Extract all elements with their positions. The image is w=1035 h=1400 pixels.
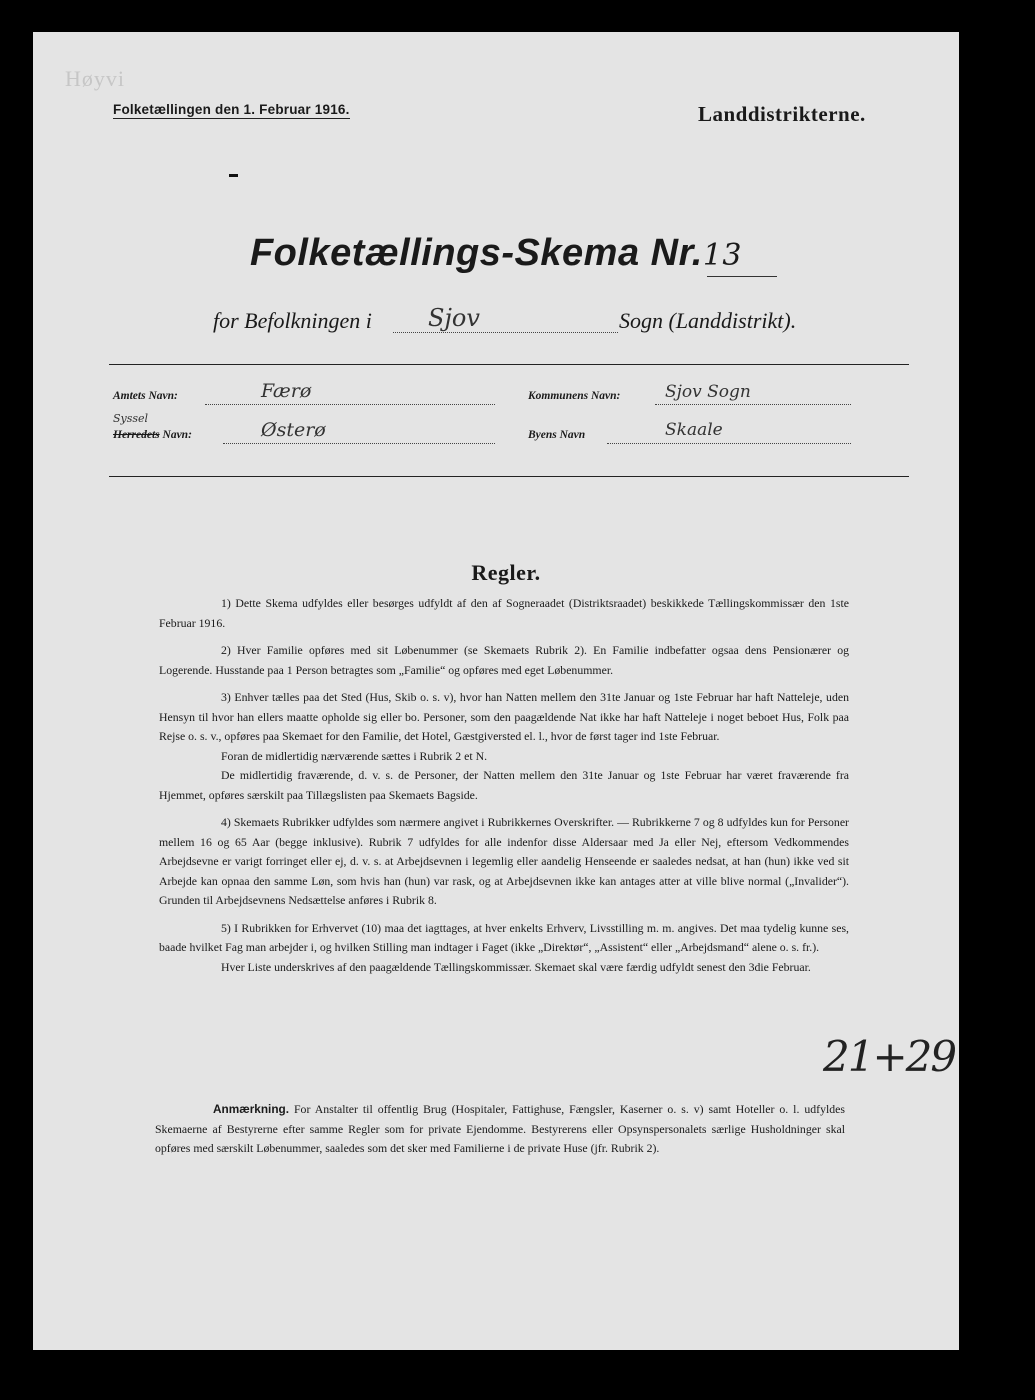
kommune-label: Kommunens Navn: — [528, 390, 621, 402]
bottom-rule — [109, 476, 909, 477]
kommune-value: Sjov Sogn — [665, 382, 751, 402]
rule-paragraph: De midlertidig fraværende, d. v. s. de Personer, der Natten mellem den 31te Januar og 1ste Februar har været fraværende fra Hjemmet, opføres særskilt paa Tillægslisten paa Skemaets Bagside. — [159, 768, 849, 802]
herred-dotline — [223, 443, 495, 444]
district-type-header: Landdistrikterne. — [698, 102, 866, 126]
rule-paragraph: 3) Enhver tælles paa det Sted (Hus, Skib o. s. v), hvor han Natten mellem den 31te Januar og 1ste Februar har haft Natteleje, uden Hensyn til hvor han ellers maatte opholde sig eller bo. Personer, som den paagældende Nat ikke har haft Natteleje i noget beboet Hus, Folk paa Rejse o. s. v., opføres paa Skemaet for den Familie, det Hotel, Gæstgiversted el. l., hvor de først tager ind 1ste Februar. — [159, 690, 849, 743]
herred-label — [113, 429, 192, 441]
amt-label: Amtets Navn: — [113, 390, 178, 402]
rule-paragraph: 4) Skemaets Rubrikker udfyldes som nærmere angivet i Rubrikkernes Overskrifter. — Rubrikkerne 7 og 8 udfyldes kun for Personer mellem 16 og 65 Aar (begge inklusive). Rubrik 7 udfyldes for alle indenfor disse Aldersaar med Ja eller Nej, eftersom Vedkommendes Arbejdsevne er varigt forringet eller ej, d. v. s. at Arbejdsevnen i legemlig eller aandelig Henseende er saaledes nedsat, at han (hun) ikke ved sit Arbejde kan opnaa den samme Løn, som hvis han (hun) var rask, og at Arbejdsevnen ikke kan antages atter at ville blive normal („Invalider“). Grunden til Arbejdsevnens Nedsættelse anføres i Rubrik 8. — [159, 815, 849, 907]
by-dotline — [607, 443, 851, 444]
subtitle-prefix: for Befolkningen i — [213, 308, 372, 333]
rule-paragraph: Hver Liste underskrives af den paagældende Tællingskommissær. Skemaet skal være færdig udfyldt senest den 3die Februar. — [221, 959, 811, 974]
herred-value: Østerø — [261, 419, 326, 441]
page-number-annotation: 21+29 — [823, 1032, 956, 1081]
census-form-page — [33, 32, 959, 1350]
dash-mark — [229, 174, 238, 177]
top-rule — [109, 364, 909, 365]
form-number: 13 — [702, 238, 743, 273]
rules-body — [159, 594, 849, 977]
remark-text: For Anstalter til offentlig Brug (Hospitaler, Fattighuse, Fængsler, Kaserner o. s. v) samt Hoteller o. l. udfyldes Skemaerne af Bestyrerne efter samme Regler som for private Ejendomme. Bestyrerens eller Opsynspersonalets særlige Husholdninger skal opføres med særskilt Løbenummer, saaledes som det sker med Familierne i de private Huse (jfr. Rubrik 2). — [155, 1102, 845, 1155]
herred-label-text: Navn: — [162, 429, 192, 441]
parish-value: Sjov — [428, 304, 480, 332]
faded-stamp: Høyvi — [65, 66, 125, 91]
rule-paragraph: 2) Hver Familie opføres med sit Løbenummer (se Skemaets Rubrik 2). En Familie indbefatter ogsaa dens Pensionærer og Logerende. Husstande paa 1 Person betragtes som „Familie“ og opføres med eget Løbenummer. — [159, 643, 849, 677]
form-title-text: Folketællings-Skema Nr. — [249, 232, 703, 274]
by-label: Byens Navn — [528, 429, 586, 441]
rules-title: Regler. — [471, 560, 541, 585]
form-title — [33, 232, 959, 275]
amt-dotline — [205, 404, 495, 405]
remark-label: Anmærkning. — [213, 1102, 290, 1116]
amt-value: Færø — [261, 380, 312, 402]
kommune-dotline — [655, 404, 851, 405]
census-date-header: Folketællingen den 1. Februar 1916. — [113, 102, 350, 117]
remark-section — [155, 1100, 845, 1159]
herred-label-struck: Herredets — [113, 429, 160, 441]
rule-paragraph: Foran de midlertidig nærværende sættes i Rubrik 2 et N. — [221, 748, 488, 763]
rule-paragraph: 1) Dette Skema udfyldes eller besørges udfyldt af den af Sogneraadet (Distriktsraadet) beskikkede Tællingskommissær den 1ste Februar 1916. — [159, 596, 849, 630]
herred-label-handwritten: Syssel — [113, 412, 149, 425]
form-number-line — [707, 276, 777, 277]
parish-dotline — [393, 332, 618, 333]
rule-paragraph: 5) I Rubrikken for Erhvervet (10) maa det iagttages, at hver enkelts Erhverv, Livsstilling m. m. angives. Det maa tydelig kunne ses, baade hvilket Fag man arbejder i, og hvilken Stilling man indtager i Faget (ikke „Direktør“, „Assistent“ eller „Arbejdsmand“ alene o. s. fr.). — [159, 920, 849, 954]
by-value: Skaale — [665, 420, 723, 440]
subtitle-suffix: Sogn (Landdistrikt). — [619, 308, 797, 333]
